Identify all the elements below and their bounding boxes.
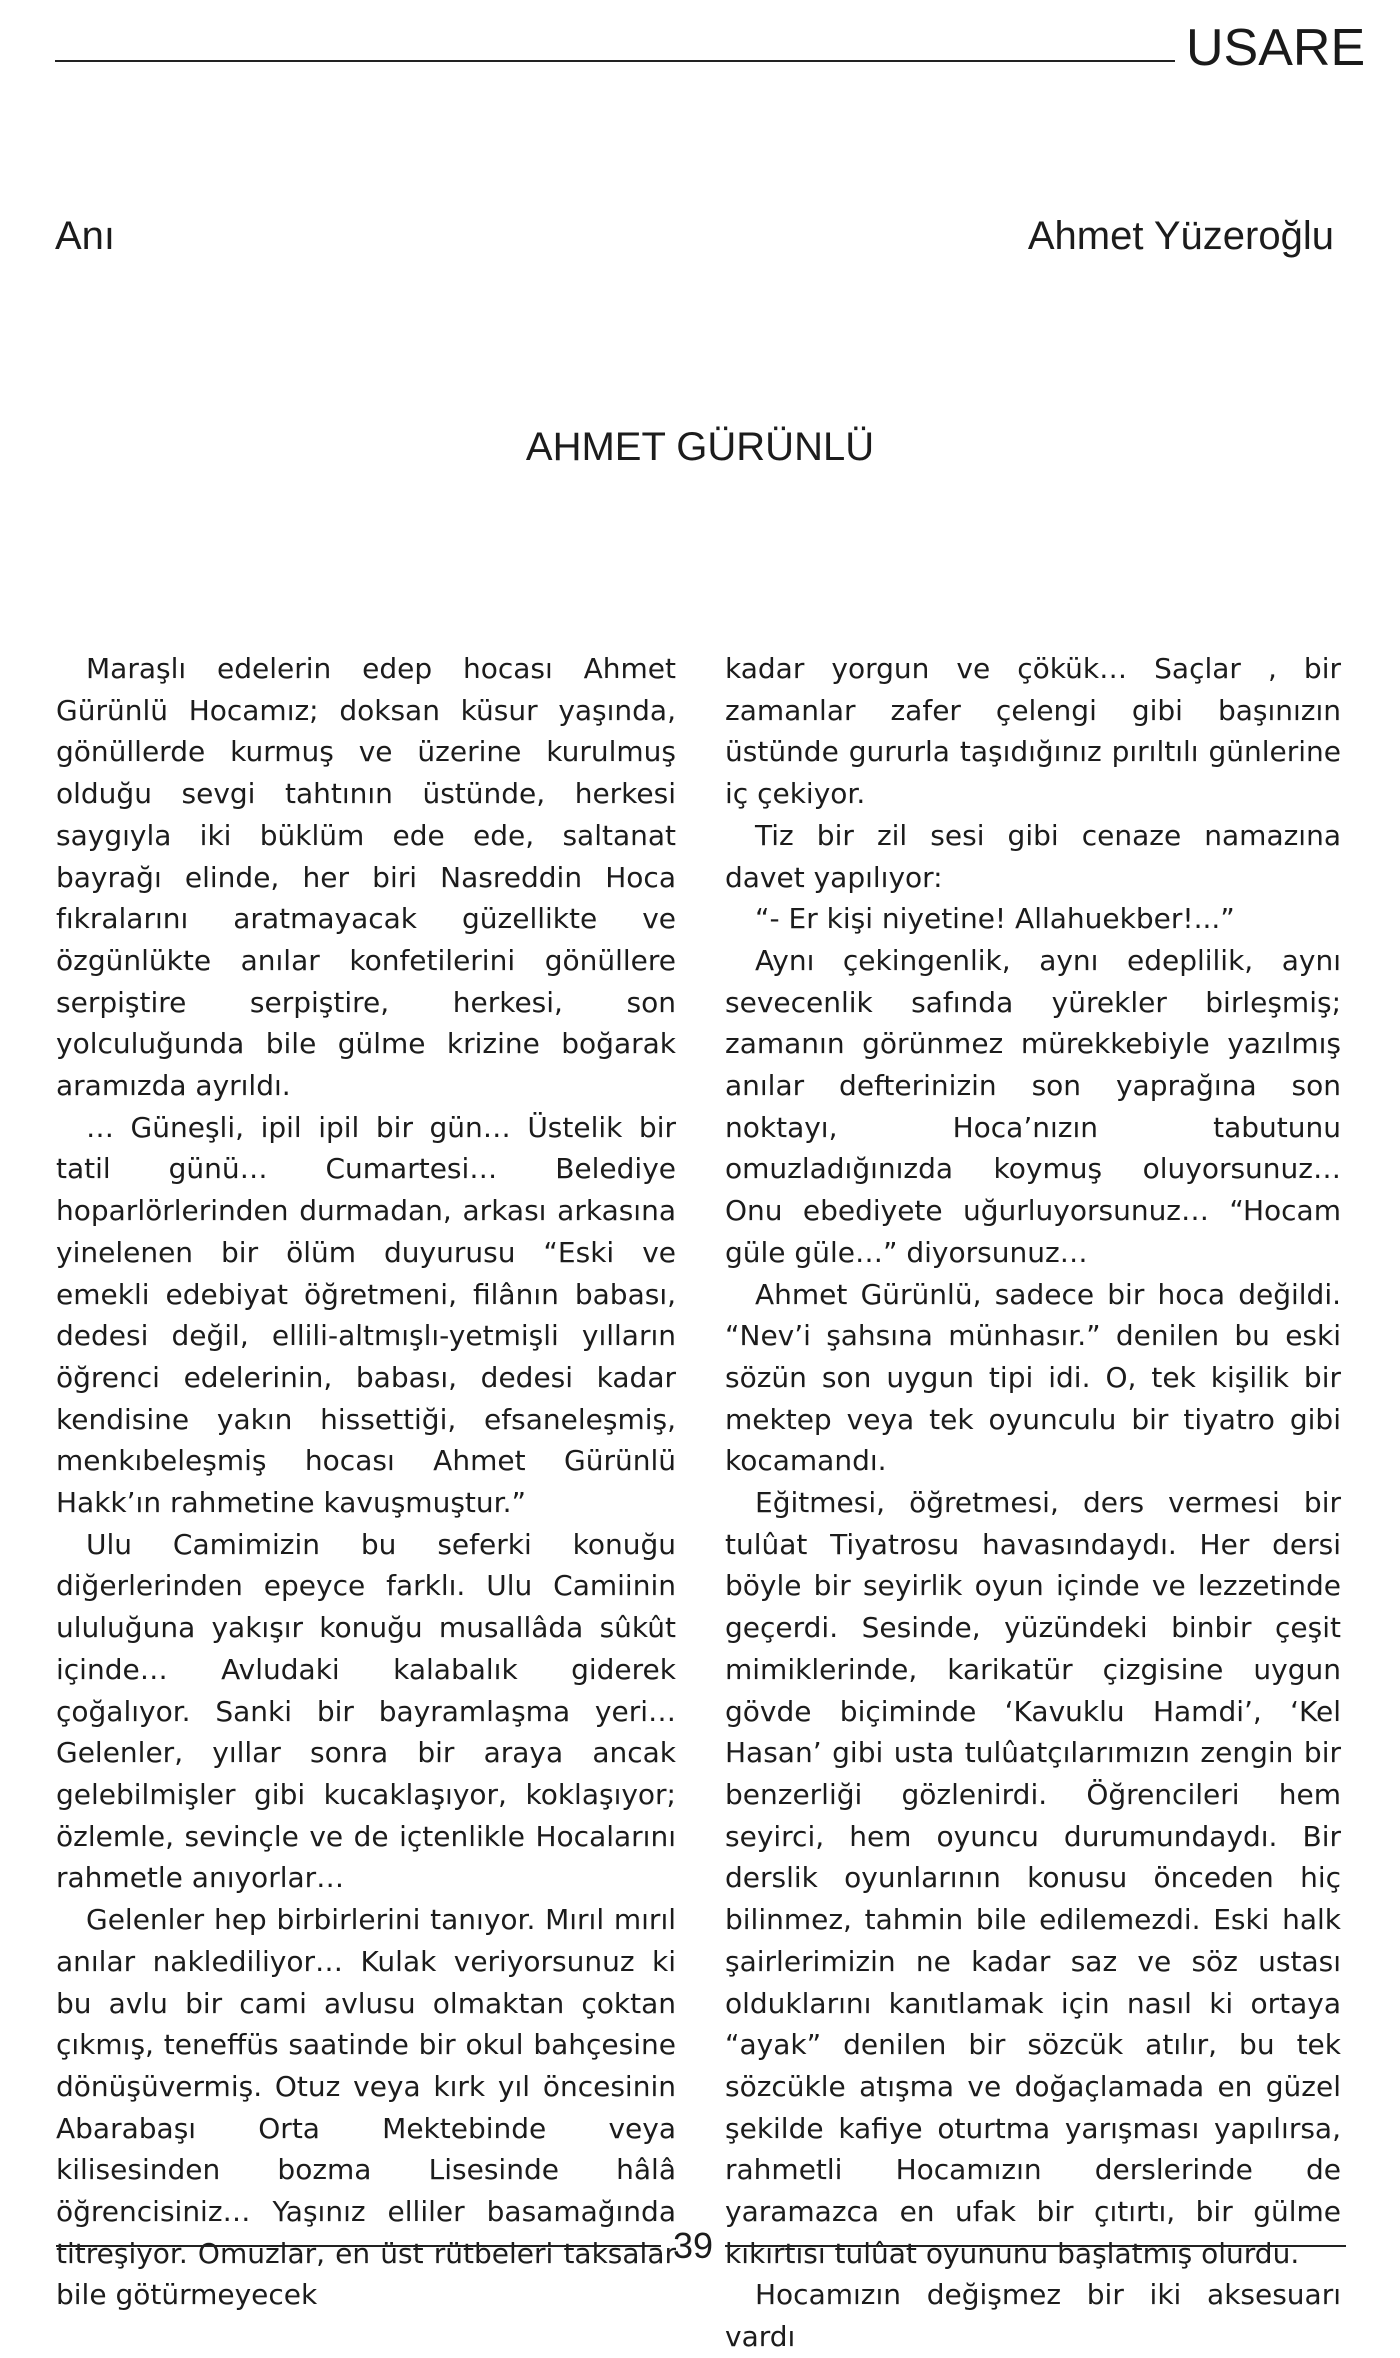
paragraph: kadar yorgun ve çökük… Saçlar , bir zamanlar zafer çelengi gibi başınızın üstünde gururla taşıdığınız pırıltılı günlerine iç çekiyor. [725,652,1341,811]
paragraph: Hocamızın değişmez bir iki aksesuarı vardı [725,2278,1341,2354]
page-number: 39 [672,2225,714,2266]
paragraph: “- Er kişi niyetine! Allahuekber!...” [755,902,1235,936]
paragraph: Aynı çekingenlik, aynı edeplilik, aynı sevecenlik safında yürekler birleşmiş; zamanın görünmez mürekkebiyle yazılmış anılar defterinizin son yaprağına son noktayı, Hoca’nızın tabutunu omuzladığınızda koymuş oluyorsunuz… Onu ebediyete uğurluyorsunuz… “Hocam güle güle…” diyorsunuz… [725,943,1341,1269]
header-rule [55,60,1175,62]
right-column [725,648,1341,2358]
footer-rule-left [56,2245,661,2247]
left-column [56,648,676,2316]
paragraph: Ahmet Gürünlü, sadece bir hoca değildi. “Nev’i şahsına münhasır.” denilen bu eski sözün son uygun tipi idi. O, tek kişilik bir mektep veya tek oyunculu bir tiyatro gibi kocamandı. [725,1277,1341,1478]
paragraph: Gelenler hep birbirlerini tanıyor. Mırıl mırıl anılar naklediliyor… Kulak veriyorsunuz ki bu avlu bir cami avlusu olmaktan çoktan çıkmış, teneffüs saatinde bir okul bahçesine dönüşüvermiş. Otuz veya kırk yıl öncesinin Abarabaşı Orta Mektebinde veya kilisesinden bozma Lisesinde hâlâ öğrencisiniz… Yaşınız elliler basamağında titreşiyor. Omuzlar, en üst rütbeleri taksalar bile götürmeyecek [56,1903,676,2312]
paragraph: … Güneşli, ipil ipil bir gün… Üstelik bir tatil günü… Cumartesi… Belediye hoparlörlerinden durmadan, arkası arkasına yinelenen bir ölüm duyurusu “Eski ve emekli edebiyat öğretmeni, filânın babası, dedesi değil, ellili-altmışlı-yetmişli yılların öğrenci edelerinin, babası, dedesi kadar kendisine yakın hissettiği, efsaneleşmiş, menkıbeleşmiş hocası Ahmet Gürünlü Hakk’ın rahmetine kavuşmuştur.” [56,1110,676,1520]
paragraph: Eğitmesi, öğretmesi, ders vermesi bir tulûat Tiyatrosu havasındaydı. Her dersi böyle bir seyirlik oyun içinde ve lezzetinde geçerdi. Sesinde, yüzündeki binbir çeşit mimiklerinde, karikatür çizgisine uygun gövde biçiminde ‘Kavuklu Hamdi’, ‘Kel Hasan’ gibi usta tulûatçılarımızın zengin bir benzerliği gözlenirdi. Öğrencileri hem seyirci, hem oyuncu durumundaydı. Bir derslik oyunlarının konusu önceden hiç bilinmez, tahmin bile edilemezdi. Eski halk şairlerimizin ne kadar saz ve söz ustası olduklarını kanıtlamak için nasıl ki ortaya “ayak” denilen bir sözcük atılır, bu tek sözcükle atışma ve doğaçlamada en güzel şekilde kafiye oturtma yarışması yapılırsa, rahmetli Hocamızın derslerinde de yaramazca en ufak bir çıtırtı, bir gülme kıkırtısı tulûat oyununu başlatmış olurdu. [725,1486,1341,2270]
paragraph: Maraşlı edelerin edep hocası Ahmet Gürünlü Hocamız; doksan küsur yaşında, gönüllerde kurmuş ve üzerine kurulmuş olduğu sevgi tahtının üstünde, herkesi saygıyla iki büklüm ede ede, saltanat bayrağı elinde, her biri Nasreddin Hoca fıkralarını aratmayacak güzellikte ve özgünlükte anılar konfetilerini gönüllere serpiştire serpiştire, herkesi, son yolculuğunda bile gülme krizine boğarak aramızda ayrıldı. [56,652,676,1103]
author-name: Ahmet Yüzeroğlu [1027,214,1334,258]
paragraph: Ulu Camimizin bu seferki konuğu diğerlerinden epeyce farklı. Ulu Camiinin ululuğuna yakışır konuğu musallâda sûkût içinde… Avludaki kalabalık giderek çoğalıyor. Sanki bir bayramlaşma yeri… Gelenler, yıllar sonra bir araya ancak gelebilmişler gibi kucaklaşıyor, koklaşıyor; özlemle, sevinçle ve de içtenlikle Hocalarını rahmetle anıyorlar… [56,1527,676,1895]
paragraph: Tiz bir zil sesi gibi cenaze namazına davet yapılıyor: [725,818,1341,894]
section-label: Anı [55,214,116,258]
article-title: AHMET GÜRÜNLÜ [525,425,875,469]
footer-rule-right [725,2245,1346,2247]
journal-name: USARE [1186,19,1366,77]
